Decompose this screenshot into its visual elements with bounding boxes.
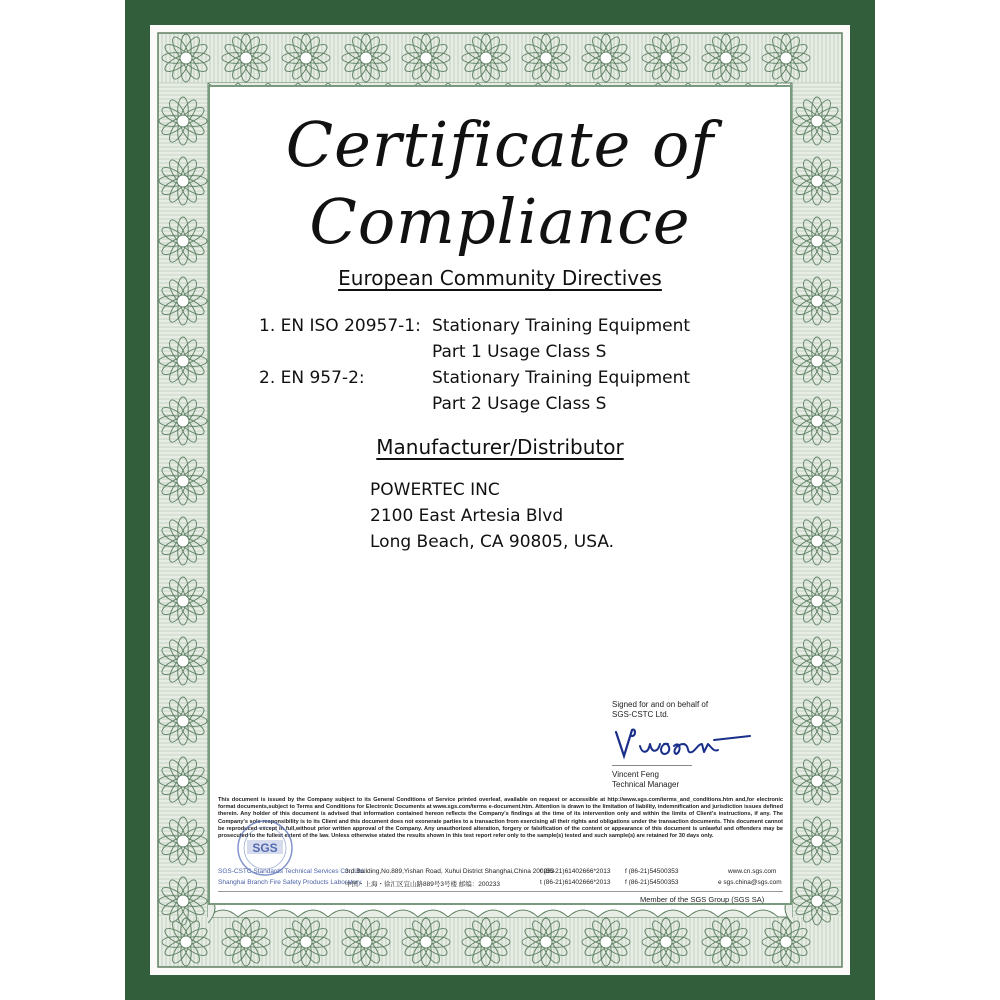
signature-line xyxy=(612,765,692,766)
lab-address-line1: 3rd Building,No.889,Yishan Road, Xuhui District Shanghai,China 200233 xyxy=(345,868,555,875)
directive-1-number: 1. EN ISO 20957-1: xyxy=(259,316,421,336)
svg-text:SGS: SGS xyxy=(252,841,278,855)
certificate-title-line2: Compliance xyxy=(309,185,691,258)
signed-for-label: Signed for and on behalf of xyxy=(612,700,709,709)
lab-tel-1: t (86-21)61402666*2013 xyxy=(540,868,611,875)
lab-name-line2: Shanghai Branch Fire Safety Products Laboratory xyxy=(218,879,362,886)
lab-name-line1: SGS-CSTC Standards Technical Services Co., Ltd. xyxy=(218,868,365,875)
lab-fax-1: f (86-21)54500353 xyxy=(625,868,679,875)
directive-2-number: 2. EN 957-2: xyxy=(259,368,365,388)
directive-1-line2: Part 1 Usage Class S xyxy=(432,342,607,362)
directives-heading: European Community Directives xyxy=(338,266,662,290)
lab-email: e sgs.china@sgs.com xyxy=(718,879,782,886)
certificate-title-line1: Certificate of xyxy=(285,108,715,181)
signature-image xyxy=(610,722,760,762)
directive-1-line1: Stationary Training Equipment xyxy=(432,316,691,336)
manufacturer-city: Long Beach, CA 90805, USA. xyxy=(370,532,615,552)
lab-address-line2: 中国・上海・徐汇区宜山路889号3号楼 邮编：200233 xyxy=(345,881,500,888)
sgs-member-line: Member of the SGS Group (SGS SA) xyxy=(640,895,765,904)
lab-fax-2: f (86-21)54500353 xyxy=(625,879,679,886)
manufacturer-street: 2100 East Artesia Blvd xyxy=(370,506,564,526)
lab-tel-2: t (86-21)61402666*2013 xyxy=(540,879,611,886)
manufacturer-heading: Manufacturer/Distributor xyxy=(376,435,624,459)
manufacturer-name: POWERTEC INC xyxy=(370,480,500,500)
signer-name: Vincent Feng xyxy=(612,770,659,779)
footer-divider xyxy=(218,891,783,892)
directive-2-line2: Part 2 Usage Class S xyxy=(432,394,607,414)
signing-company: SGS-CSTC Ltd. xyxy=(612,710,669,719)
directive-2-line1: Stationary Training Equipment xyxy=(432,368,691,388)
signer-title: Technical Manager xyxy=(612,780,680,789)
legal-disclaimer: This document is issued by the Company subject to its General Conditions of Service printed overleaf, available on request or accessible at http://www.sgs.com/terms_and_conditions.htm and,for electronic format documents,subject to Terms and Conditions for Electronic Documents at www.sgs.com/terms e-document.htm. Attention is drawn to the limitation of liability, indemnification and jurisdiction issues defined therein. Any holder of this document is advised that information contained hereon reflects the Company's findings at the time of its intervention only and within the limits of Client's instructions, if any. The Company's sole responsibility is to its Client and this document does not exonerate parties to a transaction from exercising all their rights and obligations under the transaction documents. This document cannot be reproduced except in full,without prior written approval of the Company. Any unauthorized alteration, forgery or falsification of the content or appearance of this document is unlawful and offenders may be prosecuted to the fullest extent of the law. Unless otherwise stated the results shown in this test report refer only to the sample(s) tested and such sample(s) are retained for 30 days only. xyxy=(218,797,783,840)
lab-website: www.cn.sgs.com xyxy=(728,868,777,875)
